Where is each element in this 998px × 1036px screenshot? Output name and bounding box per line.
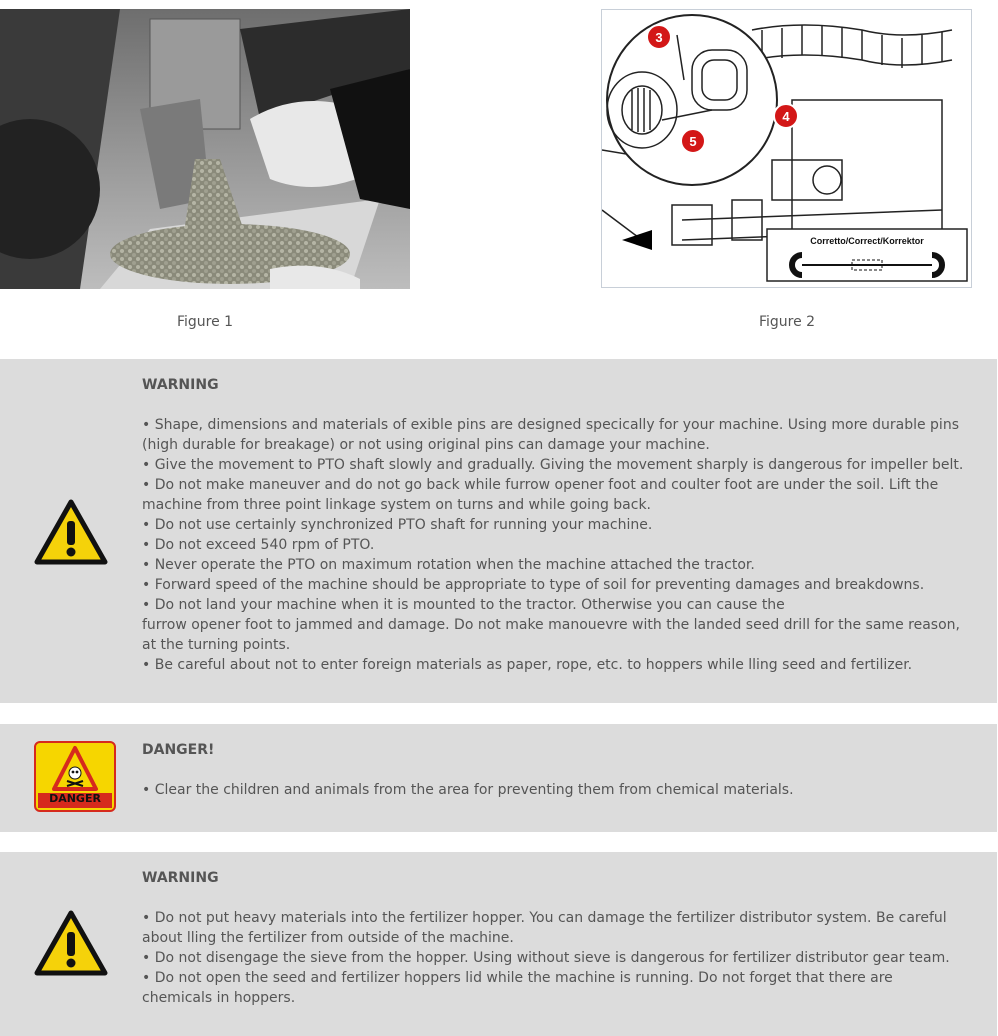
warning-line: • Do not disengage the sieve from the hopper. Using without sieve is dangerous for fertilizer distributor gear team. — [142, 950, 950, 966]
warning-line: • Never operate the PTO on maximum rotation when the machine attached the tractor. — [142, 557, 755, 573]
danger-icon-label: DANGER — [49, 792, 101, 805]
warning-line: • Give the movement to PTO shaft slowly and gradually. Giving the movement sharply is dangerous for impeller belt. — [142, 457, 964, 473]
warning-line: • Do not make maneuver and do not go back while furrow opener foot and coulter foot are under the soil. Lift the machine from three point linkage system on turns and while going back. — [142, 477, 939, 513]
danger-skull-icon — [34, 741, 116, 812]
warning-triangle-icon — [34, 910, 108, 980]
warning-triangle-icon — [34, 499, 108, 569]
callout-3 — [647, 25, 671, 49]
svg-text:4: 4 — [782, 109, 790, 124]
warning-line: • Forward speed of the machine should be appropriate to type of soil for preventing damages and breakdowns. — [142, 577, 925, 593]
danger-title: DANGER! — [142, 742, 215, 758]
warning-title: WARNING — [142, 870, 219, 886]
warning-line: • Shape, dimensions and materials of exible pins are designed specically for your machine. Using more durable pins (high durable for breakage) or not using original pins can damage your machine. — [142, 417, 959, 453]
warning-text — [142, 415, 967, 675]
svg-text:Corretto/Correct/Korrektor: Corretto/Correct/Korrektor — [810, 236, 924, 246]
warning-title: WARNING — [142, 377, 219, 393]
warning-line: • Do not exceed 540 rpm of PTO. — [142, 537, 375, 553]
warning-line: • Be careful about not to enter foreign materials as paper, rope, etc. to hoppers while lling seed and fertilizer. — [142, 657, 913, 673]
svg-text:5: 5 — [689, 134, 697, 149]
warning-line: furrow opener foot to jammed and damage. Do not make manouevre with the landed seed drill for the same reason, at the turning points. — [142, 617, 960, 653]
warning-line: • Do not put heavy materials into the fertilizer hopper. You can damage the fertilizer distributor system. Be careful about lling the fertilizer from outside of the machine. — [142, 910, 947, 946]
figure-1-photo — [0, 9, 410, 289]
danger-text — [142, 780, 967, 800]
figure-1-caption: Figure 1 — [176, 314, 234, 330]
svg-text:3: 3 — [655, 30, 663, 45]
figure-2-caption: Figure 2 — [758, 314, 816, 330]
warning-line: • Do not open the seed and fertilizer hoppers lid while the machine is running. Do not forget that there are chemicals in hoppers. — [142, 970, 893, 1006]
danger-line: • Clear the children and animals from the area for preventing them from chemical materials. — [142, 782, 794, 798]
callout-5 — [681, 129, 705, 153]
warning-box-2 — [0, 852, 997, 1036]
correct-inset — [767, 229, 967, 281]
warning-text — [142, 908, 967, 1008]
seed-hopper-photo — [0, 9, 410, 289]
warning-box-1 — [0, 359, 997, 703]
callout-4 — [774, 104, 798, 128]
warning-line: • Do not land your machine when it is mounted to the tractor. Otherwise you can cause the — [142, 597, 785, 613]
danger-box — [0, 724, 997, 832]
figure-2-diagram — [601, 9, 972, 288]
warning-line: • Do not use certainly synchronized PTO shaft for running your machine. — [142, 517, 653, 533]
pto-shaft-diagram — [602, 10, 971, 287]
